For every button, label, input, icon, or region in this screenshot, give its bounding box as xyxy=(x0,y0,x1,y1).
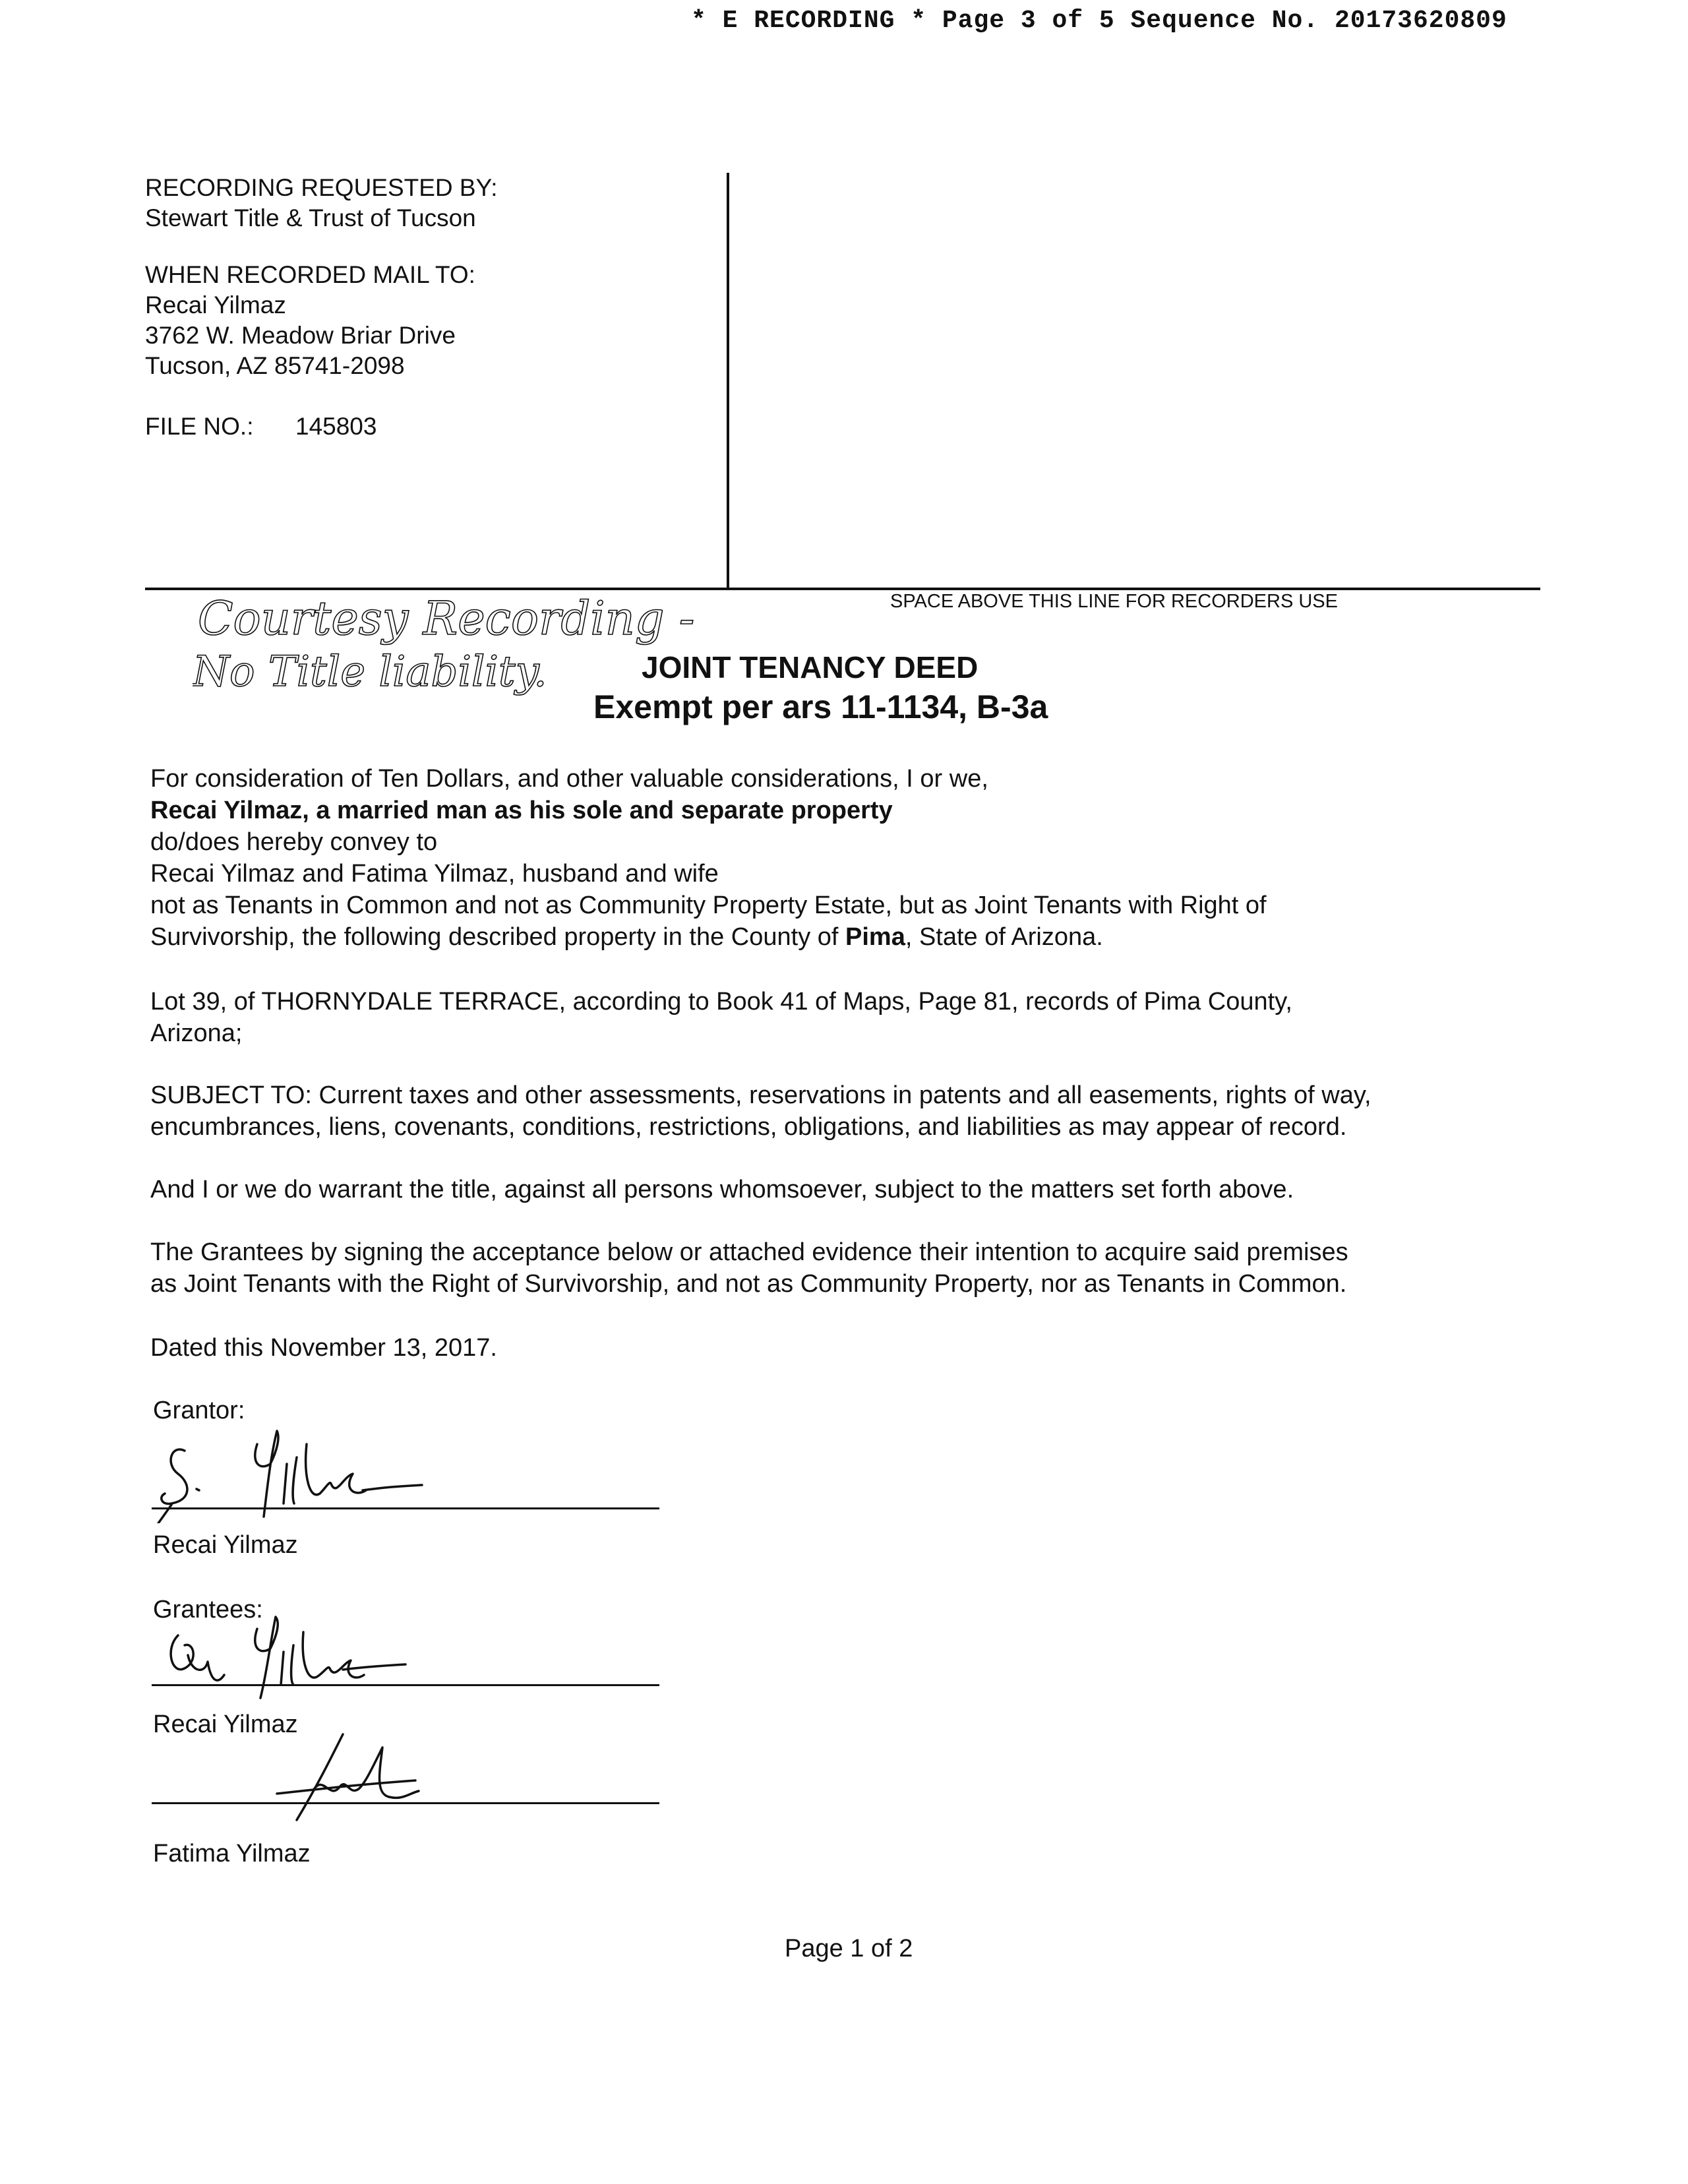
deed-title: JOINT TENANCY DEED xyxy=(642,650,979,684)
grantees-intent-line2: as Joint Tenants with the Right of Survivorship, and not as Community Property, nor as Tenants in Common. xyxy=(150,1270,1347,1298)
recording-vertical-divider xyxy=(727,173,729,590)
legal-description-line1: Lot 39, of THORNYDALE TERRACE, according to Book 41 of Maps, Page 81, records of Pima County, xyxy=(150,988,1292,1016)
recording-requested-by: Stewart Title & Trust of Tucson xyxy=(145,204,476,231)
convey-line: do/does hereby convey to xyxy=(150,828,438,856)
subject-to-line2: encumbrances, liens, covenants, conditions, restrictions, obligations, and liabilities as may appear of record. xyxy=(150,1113,1347,1141)
county-name: Pima xyxy=(845,923,905,951)
mail-to-name: Recai Yilmaz xyxy=(145,291,286,318)
legal-description-line2: Arizona; xyxy=(150,1019,243,1047)
recorders-use-note: SPACE ABOVE THIS LINE FOR RECORDERS USE xyxy=(890,591,1338,612)
grantor-label: Grantor: xyxy=(153,1397,245,1424)
grantor-name: Recai Yilmaz xyxy=(153,1531,298,1559)
mail-to-label: WHEN RECORDED MAIL TO: xyxy=(145,261,475,288)
deed-subtitle: Exempt per ars 11-1134, B-3a xyxy=(593,688,1048,725)
recording-requested-label: RECORDING REQUESTED BY: xyxy=(145,174,498,201)
warranty-line: And I or we do warrant the title, against all persons whomsoever, subject to the matters set forth above. xyxy=(150,1176,1294,1203)
tenancy-line2-pre: Survivorship, the following described property in the County of xyxy=(150,923,845,951)
grantor-signature-line xyxy=(152,1507,659,1509)
page-number: Page 1 of 2 xyxy=(785,1935,913,1962)
grantee2-signature-line xyxy=(152,1802,659,1804)
recording-stamp: * E RECORDING * Page 3 of 5 Sequence No. 20173620809 xyxy=(691,7,1507,35)
grantee1-signature xyxy=(145,1609,455,1701)
grantee1-name: Recai Yilmaz xyxy=(153,1711,298,1738)
tenancy-line2-post: , State of Arizona. xyxy=(905,923,1103,951)
file-no-value: 145803 xyxy=(295,413,377,440)
grantees-intent-line1: The Grantees by signing the acceptance below or attached evidence their intention to acquire said premises xyxy=(150,1238,1348,1266)
subject-to-line1: SUBJECT TO: Current taxes and other assessments, reservations in patents and all easements, rights of way, xyxy=(150,1081,1372,1109)
grantee2-signature xyxy=(251,1728,475,1827)
grantee2-name: Fatima Yilmaz xyxy=(153,1840,311,1867)
annotation-line2: No Title liability. xyxy=(193,648,547,696)
mail-to-address-line2: Tucson, AZ 85741-2098 xyxy=(145,352,405,379)
dated-line: Dated this November 13, 2017. xyxy=(150,1334,497,1362)
grantees-label: Grantees: xyxy=(153,1596,263,1623)
grantees-line: Recai Yilmaz and Fatima Yilmaz, husband and wife xyxy=(150,860,719,888)
annotation-line1: Courtesy Recording - xyxy=(198,592,695,646)
tenancy-line1: not as Tenants in Common and not as Community Property Estate, but as Joint Tenants with Right of xyxy=(150,892,1267,919)
handwritten-annotation xyxy=(193,587,707,699)
grantor-description: Recai Yilmaz, a married man as his sole and separate property xyxy=(150,797,893,824)
tenancy-line2 xyxy=(150,921,1103,953)
consideration-line: For consideration of Ten Dollars, and other valuable considerations, I or we, xyxy=(150,765,988,793)
grantee1-signature-line xyxy=(152,1684,659,1686)
file-no-label: FILE NO.: xyxy=(145,413,254,440)
mail-to-address-line1: 3762 W. Meadow Briar Drive xyxy=(145,322,456,349)
